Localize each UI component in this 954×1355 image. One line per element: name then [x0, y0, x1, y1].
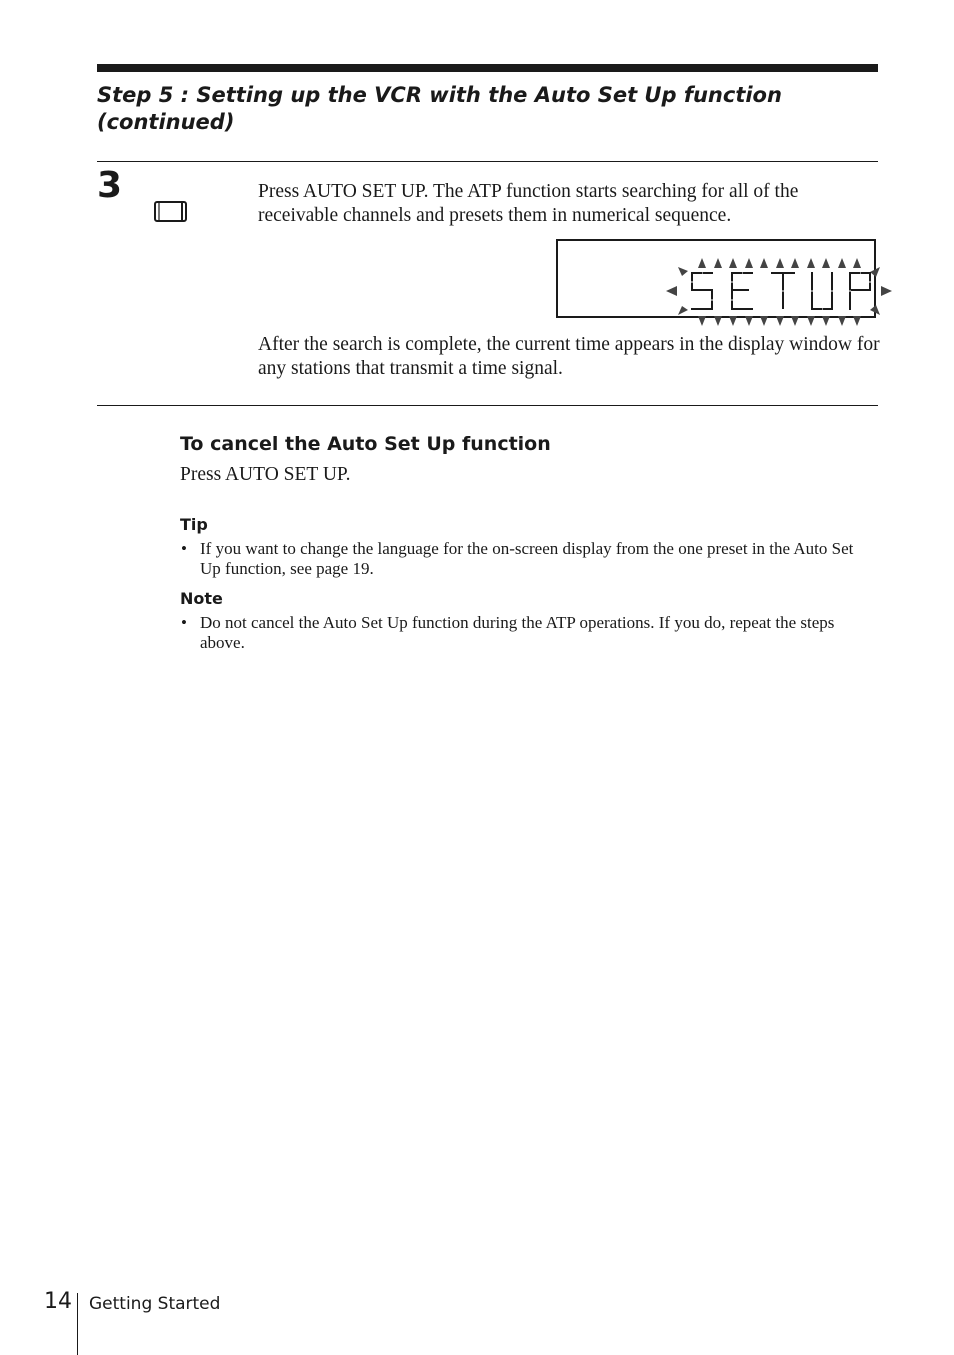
cancel-instruction: Press AUTO SET UP. [180, 464, 351, 485]
note-text: Do not cancel the Auto Set Up function during the ATP operations. If you do, repeat the steps above. [200, 613, 835, 652]
step-number: 3 [97, 165, 123, 206]
page-number: 14 [44, 1289, 72, 1314]
section-name: Getting Started [89, 1294, 221, 1314]
tip-text: If you want to change the language for the on-screen display from the one preset in the Auto Set Up function, see page 19. [200, 539, 854, 578]
step-top-rule [97, 161, 878, 162]
heading-line-1: Step 5 : Setting up the VCR with the Auto Set Up function [97, 83, 782, 107]
note-bullet: • [181, 613, 187, 632]
set-up-display-readout [660, 250, 896, 330]
note-label: Note [180, 589, 223, 608]
tip-bullet: • [181, 539, 187, 558]
step-result-text: After the search is complete, the current time appears in the display window for any stations that transmit a time signal. [258, 334, 880, 379]
top-rule [97, 64, 878, 72]
page-heading [97, 82, 878, 136]
cancel-heading: To cancel the Auto Set Up function [180, 433, 551, 455]
tip-label: Tip [180, 515, 208, 534]
step-bottom-rule [97, 405, 878, 406]
remote-button-icon [154, 201, 188, 223]
step-instruction: Press AUTO SET UP. The ATP function starts searching for all of the receivable channels and presets them in numerical sequence. [258, 181, 799, 226]
heading-line-2: (continued) [97, 110, 235, 134]
footer-divider [77, 1293, 78, 1355]
